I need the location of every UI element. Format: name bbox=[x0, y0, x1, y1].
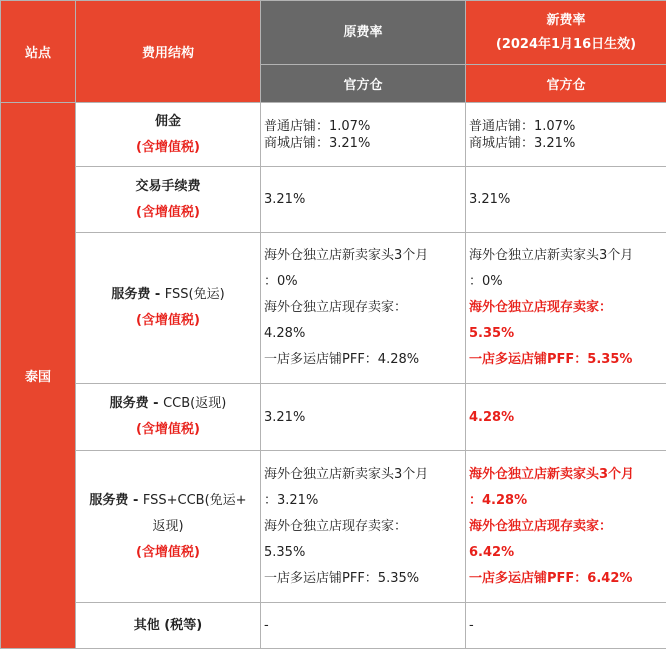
fee-name-detail: CCB(返现) bbox=[163, 396, 227, 411]
new-rate-cell bbox=[466, 603, 666, 649]
fee-name-bold: 服务费 - bbox=[89, 492, 143, 508]
header-old-rate-label: 原费率 bbox=[343, 24, 383, 40]
header-new-rate bbox=[466, 1, 666, 65]
new-rate-line-changed: 一店多运店铺PFF：6.42% bbox=[469, 570, 633, 586]
fee-name: 其他 (税等) bbox=[133, 617, 203, 633]
old-rate-line: 3.21% bbox=[264, 192, 306, 207]
fee-structure-cell bbox=[76, 233, 261, 384]
new-rate-line-changed: ：4.28% bbox=[469, 492, 528, 508]
site-thailand: 泰国 bbox=[1, 103, 76, 649]
old-rate-cell bbox=[261, 103, 466, 167]
old-rate-cell bbox=[261, 451, 466, 603]
old-rate-cell bbox=[261, 167, 466, 233]
header-old-warehouse: 官方仓 bbox=[261, 65, 466, 103]
tax-note: (含增值税) bbox=[136, 422, 200, 437]
old-rate-line: 海外仓独立店现存卖家： bbox=[264, 300, 408, 315]
old-rate-line: 商城店铺：3.21% bbox=[264, 135, 371, 151]
fee-name-bold: 服务费 - bbox=[111, 287, 165, 302]
old-rate-cell bbox=[261, 233, 466, 384]
fee-structure-cell bbox=[76, 384, 261, 451]
new-rate-line: ：0% bbox=[469, 274, 503, 289]
new-rate-line: 普通店铺：1.07% bbox=[469, 118, 576, 134]
old-rate-line: 5.35% bbox=[264, 544, 306, 560]
new-rate-line: - bbox=[469, 618, 474, 633]
fee-name bbox=[76, 488, 260, 514]
header-fee-structure: 费用结构 bbox=[76, 1, 261, 103]
header-row bbox=[1, 1, 666, 65]
old-rate-line: 一店多运店铺PFF：5.35% bbox=[264, 570, 420, 586]
new-rate-line: 商城店铺：3.21% bbox=[469, 135, 576, 151]
old-rate-cell bbox=[261, 384, 466, 451]
fee-name-detail: FSS(免运) bbox=[164, 287, 225, 302]
old-rate-line: 一店多运店铺PFF：4.28% bbox=[264, 352, 420, 367]
new-rate-line-changed: 海外仓独立店新卖家头3个月 bbox=[469, 466, 635, 482]
fee-name-detail-continued: 返现) bbox=[152, 518, 184, 534]
new-rate-line: 海外仓独立店新卖家头3个月 bbox=[469, 248, 634, 263]
header-new-rate-effective-date: (2024年1月16日生效) bbox=[495, 36, 637, 52]
table-row bbox=[1, 103, 666, 167]
new-rate-cell bbox=[466, 233, 666, 384]
old-rate-line: 4.28% bbox=[264, 326, 306, 341]
old-rate-line: 海外仓独立店新卖家头3个月 bbox=[264, 466, 429, 482]
fee-name bbox=[76, 282, 260, 308]
table-row bbox=[1, 384, 666, 451]
old-rate-line: 海外仓独立店现存卖家： bbox=[264, 518, 408, 534]
new-rate-line-changed: 海外仓独立店现存卖家： bbox=[469, 300, 613, 315]
new-rate-line: 3.21% bbox=[469, 192, 511, 207]
tax-note: (含增值税) bbox=[136, 139, 200, 155]
fee-structure-cell bbox=[76, 451, 261, 603]
tax-note: (含增值税) bbox=[136, 313, 200, 328]
new-rate-cell bbox=[466, 103, 666, 167]
new-rate-line-changed: 6.42% bbox=[469, 544, 515, 560]
old-rate-line: ：0% bbox=[264, 274, 298, 289]
new-rate-cell bbox=[466, 451, 666, 603]
new-rate-cell bbox=[466, 384, 666, 451]
new-rate-line-changed: 一店多运店铺PFF：5.35% bbox=[469, 352, 633, 367]
fee-structure-cell bbox=[76, 603, 261, 649]
tax-note: (含增值税) bbox=[136, 544, 200, 560]
old-rate-line: 普通店铺：1.07% bbox=[264, 118, 371, 134]
table-row bbox=[1, 603, 666, 649]
new-rate-line-changed: 海外仓独立店现存卖家： bbox=[469, 518, 613, 534]
table-row bbox=[1, 233, 666, 384]
old-rate-line: - bbox=[264, 618, 269, 633]
new-rate-line-changed: 4.28% bbox=[469, 409, 515, 425]
new-rate-line-changed: 5.35% bbox=[469, 326, 515, 341]
fee-name: 交易手续费 bbox=[135, 178, 201, 194]
header-new-warehouse: 官方仓 bbox=[466, 65, 666, 103]
old-rate-line: 3.21% bbox=[264, 409, 306, 425]
header-site: 站点 bbox=[1, 1, 76, 103]
fee-name: 佣金 bbox=[154, 113, 181, 129]
fee-name bbox=[76, 391, 260, 417]
fee-name-detail: FSS+CCB(免运+ bbox=[142, 492, 247, 508]
table-row bbox=[1, 451, 666, 603]
table-row bbox=[1, 167, 666, 233]
fee-name-bold: 服务费 - bbox=[109, 396, 164, 411]
old-rate-line: ：3.21% bbox=[264, 492, 319, 508]
old-rate-line: 海外仓独立店新卖家头3个月 bbox=[264, 248, 429, 263]
header-new-rate-label: 新费率 bbox=[546, 12, 586, 28]
tax-note: (含增值税) bbox=[136, 204, 200, 220]
new-rate-cell bbox=[466, 167, 666, 233]
fee-structure-cell bbox=[76, 167, 261, 233]
header-old-rate bbox=[261, 1, 466, 65]
fee-structure-cell bbox=[76, 103, 261, 167]
old-rate-cell bbox=[261, 603, 466, 649]
